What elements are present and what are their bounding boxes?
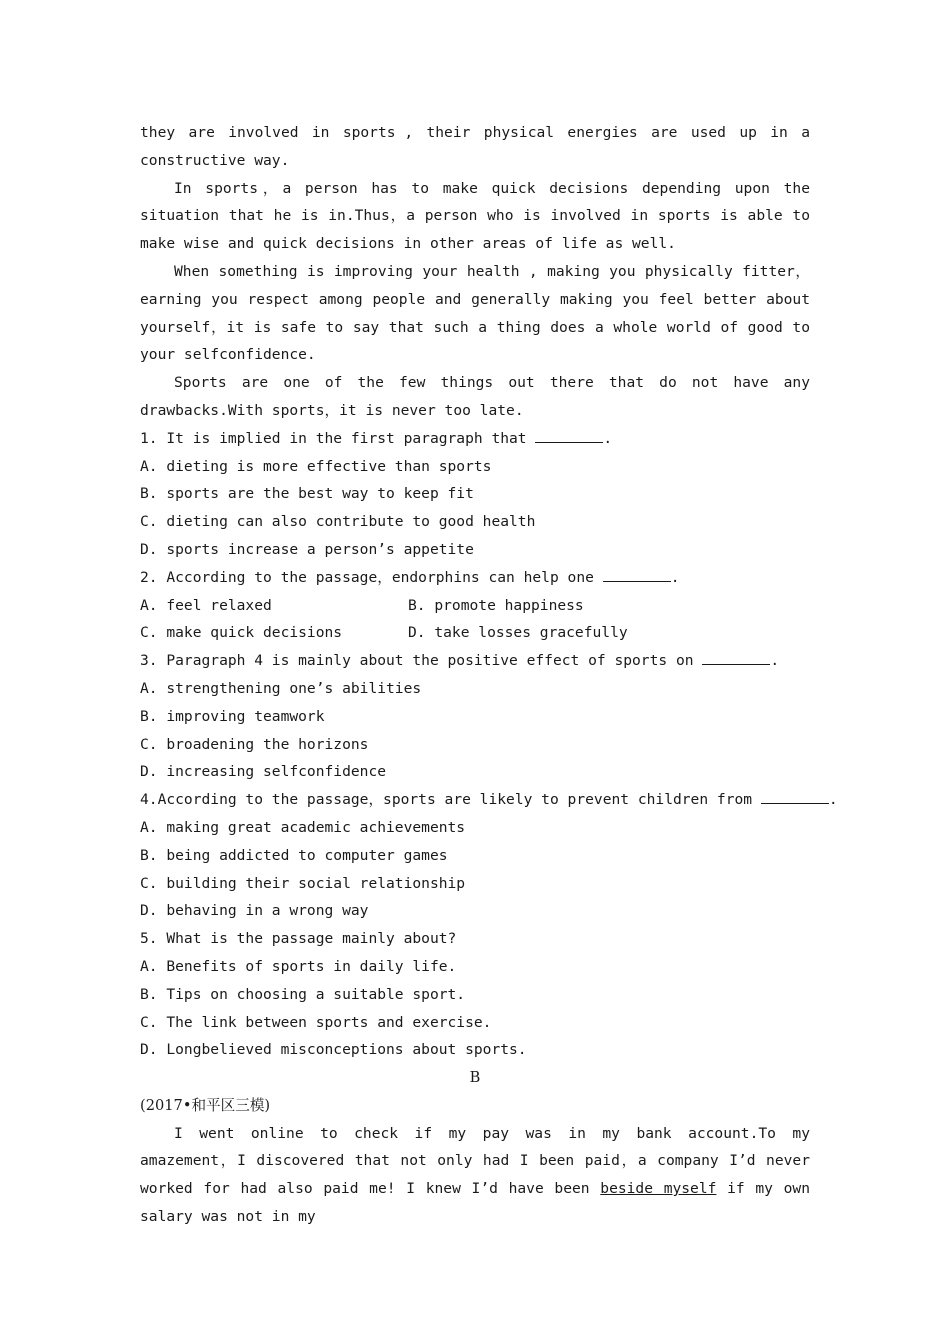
- option-d[interactable]: D. behaving in a wrong way: [140, 902, 369, 920]
- answer-blank: [535, 426, 603, 443]
- section-b-paragraph-1: I went online to check if my pay was in my bank account.To my amazement，I discovered that not only had I been paid，a company I’d never worked for had also paid me! I knew I’d have been beside myself if my own salary was not in my: [140, 1124, 810, 1226]
- option-a[interactable]: A. making great academic achievements: [140, 818, 466, 836]
- question-2: [140, 564, 810, 647]
- option-a[interactable]: A. strengthening one’s abilities: [140, 679, 422, 697]
- option-c[interactable]: C. make quick decisions: [140, 624, 343, 642]
- option-c[interactable]: C. dieting can also contribute to good health: [140, 513, 536, 531]
- option-a[interactable]: A. feel relaxed: [140, 596, 272, 614]
- question-stem: 1. It is implied in the first paragraph that .: [140, 425, 810, 453]
- question-stem: 3. Paragraph 4 is mainly about the positive effect of sports on .: [140, 647, 810, 675]
- document-page: [140, 119, 838, 1231]
- paragraph-3: When something is improving your health , making you physically fitter，earning you respect among people and generally making you feel better about yourself，it is safe to say that such a thing does a whole world of good to your selfconfidence.: [140, 262, 810, 364]
- option-b[interactable]: B. sports are the best way to keep fit: [140, 485, 474, 503]
- paragraph-2: In sports，a person has to make quick decisions depending upon the situation that he is in.Thus，a person who is involved in sports is able to make wise and quick decisions in other areas of life as well.: [140, 179, 810, 253]
- question-stem: 4.According to the passage，sports are likely to prevent children from .: [140, 786, 810, 814]
- question-1: [140, 425, 810, 564]
- option-a[interactable]: A. dieting is more effective than sports: [140, 457, 492, 475]
- option-row: [140, 619, 810, 647]
- option-a[interactable]: A. Benefits of sports in daily life.: [140, 957, 457, 975]
- answer-blank: [603, 565, 671, 582]
- option-row: [140, 592, 810, 620]
- option-c[interactable]: C. The link between sports and exercise.: [140, 1013, 492, 1031]
- option-d[interactable]: D. sports increase a person’s appetite: [140, 540, 474, 558]
- option-b[interactable]: B. improving teamwork: [140, 707, 325, 725]
- source-citation: (2017•和平区三模): [140, 1096, 271, 1114]
- underlined-phrase: beside myself: [600, 1180, 717, 1198]
- option-c[interactable]: C. building their social relationship: [140, 874, 466, 892]
- option-b[interactable]: B. being addicted to computer games: [140, 846, 448, 864]
- option-d[interactable]: D. take losses gracefully: [408, 624, 628, 642]
- question-5: [140, 925, 810, 1064]
- answer-blank: [761, 787, 829, 804]
- question-4: [140, 786, 838, 925]
- option-c[interactable]: C. broadening the horizons: [140, 735, 369, 753]
- option-b[interactable]: B. Tips on choosing a suitable sport.: [140, 985, 466, 1003]
- paragraph-1: they are involved in sports , their physical energies are used up in a constructive way.: [140, 124, 810, 169]
- answer-blank: [702, 648, 770, 665]
- question-stem: 2. According to the passage，endorphins can help one .: [140, 564, 810, 592]
- option-d[interactable]: D. increasing selfconfidence: [140, 763, 387, 781]
- question-stem: 5. What is the passage mainly about?: [140, 930, 457, 948]
- paragraph-4: Sports are one of the few things out there that do not have any drawbacks.With sports，it is never too late.: [140, 374, 810, 419]
- option-b[interactable]: B. promote happiness: [408, 596, 584, 614]
- question-3: [140, 647, 810, 786]
- section-letter: B: [469, 1069, 481, 1087]
- option-d[interactable]: D. Longbelieved misconceptions about sports.: [140, 1041, 527, 1059]
